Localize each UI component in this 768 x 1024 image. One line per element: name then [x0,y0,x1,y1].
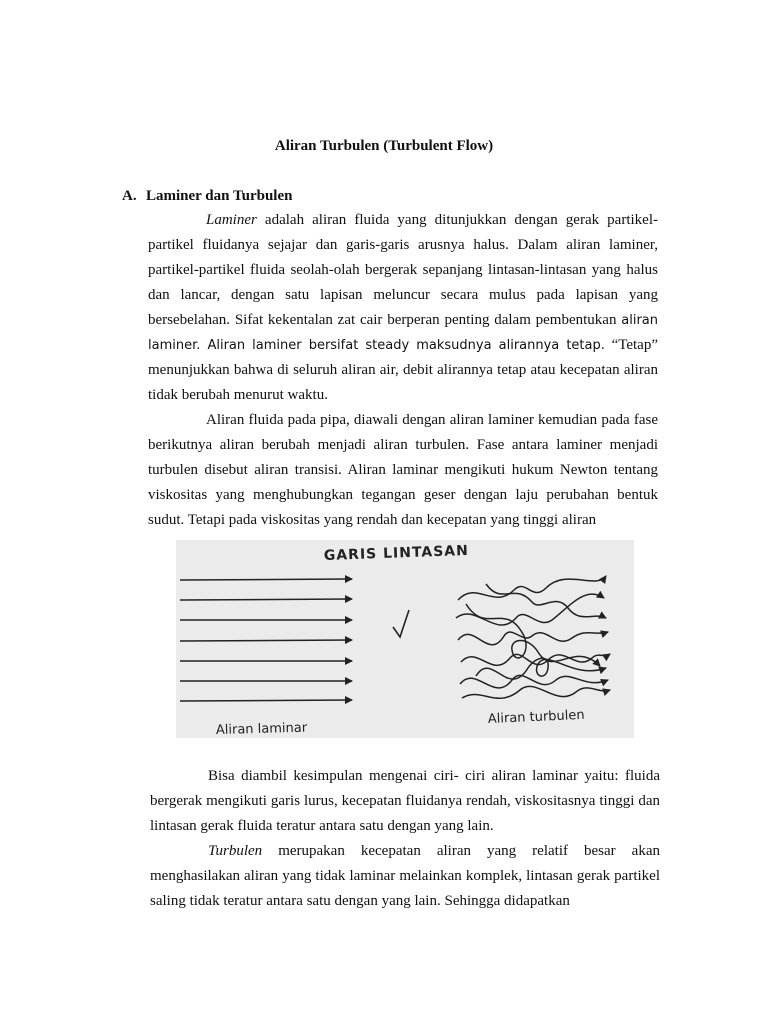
section-heading [122,188,292,205]
laminar-flow-lines [180,579,352,701]
text-block-upper [148,208,658,533]
paragraph-laminer-text-a: adalah aliran fluida yang ditunjukkan dengan gerak partikel-partikel fluidanya sejajar dan garis-garis arusnya halus. Dalam aliran laminer, partikel-partikel fluida seolah-olah bergerak sepanjang lintasan-lintasan yang halus dan lancar, dengan satu lapisan meluncur secara mulus pada lapisan yang bersebelahan. Sifat kekentalan zat cair berperan penting dalam pembentukan [148,212,658,328]
paragraph-turbulen-definition [150,839,660,914]
section-heading-text: Laminer dan Turbulen [146,188,293,204]
flow-lines-figure [176,540,634,738]
paragraph-laminer-steady-text: aliran laminer. Aliran laminer bersifat steady maksudnya alirannya tetap. [148,313,658,353]
text-block-lower [150,764,660,914]
section-letter: A. [122,188,137,204]
paragraph-pipe-flow: Aliran fluida pada pipa, diawali dengan aliran laminer kemudian pada fase berikutnya aliran berubah menjadi aliran turbulen. Fase antara laminer menjadi turbulen disebut aliran transisi. Aliran laminar mengikuti hukum Newton tentang viskositas yang menghubungkan tegangan geser dengan laju perubahan bentuk sudut. Tetapi pada viskositas yang rendah dan kecepatan yang tinggi aliran [148,412,658,528]
term-turbulen: Turbulen [208,843,263,859]
paragraph-laminar-conclusion: Bisa diambil kesimpulan mengenai ciri- ciri aliran laminar yaitu: fluida bergerak mengikuti garis lurus, kecepatan fluidanya rendah, viskositasnya tinggi dan lintasan gerak fluida teratur antara satu dengan yang lain. [150,768,660,834]
paragraph-laminer-definition [148,208,658,408]
figure-header: GARIS LINTASAN [323,542,470,564]
term-laminer: Laminer [206,212,257,228]
paragraph-laminer-text-b: “Tetap” menunjukkan bahwa di seluruh aliran air, debit alirannya tetap atau kecepatan aliran tidak berubah menurut waktu. [148,337,658,403]
paragraph-turbulen-text: merupakan kecepatan aliran yang relatif besar akan menghasilakan aliran yang tidak laminar melainkan komplek, lintasan gerak partikel saling tidak teratur antara satu dengan yang lain. Sehingga didapatkan [150,843,660,909]
label-laminar: Aliran laminar [215,720,308,738]
checkmark-icon [393,610,409,637]
document-title: Aliran Turbulen (Turbulent Flow) [274,138,494,154]
turbulent-flow-lines [456,576,610,698]
label-turbulent: Aliran turbulen [487,707,585,727]
